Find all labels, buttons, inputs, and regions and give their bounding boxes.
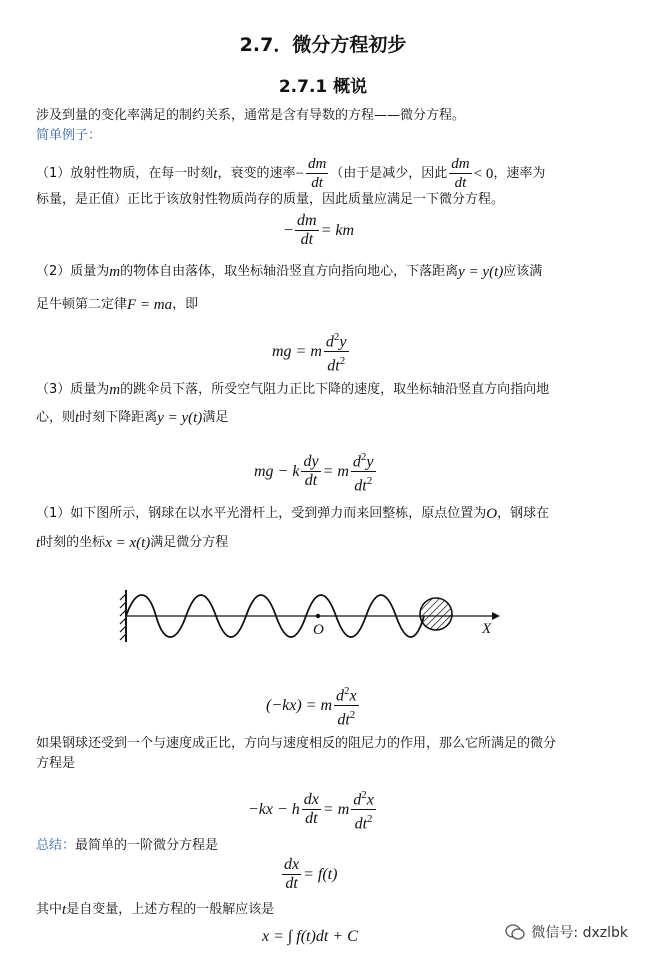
frac-num: dm — [297, 212, 317, 229]
frac-num: dx — [284, 856, 300, 873]
var-y: y — [366, 453, 374, 471]
summary-text: 最简单的一阶微分方程是 — [75, 838, 219, 853]
origin-symbol: O — [486, 506, 498, 522]
ex2-equation — [272, 328, 351, 376]
less-than-zero: < 0 — [473, 165, 494, 182]
var-x: x — [349, 687, 357, 705]
ex2-line1 — [36, 262, 542, 282]
summary-line2 — [36, 900, 274, 920]
frac-num: dy — [303, 453, 319, 471]
ex1-line2: 标量，是正值）正比于该放射性物质尚存的质量，因此质量应满足一下微分方程。 — [36, 192, 505, 207]
y-of-t: y = y(t) — [458, 264, 504, 280]
fraction-dy-dt — [301, 453, 320, 490]
axis-arrow — [492, 612, 500, 620]
y-of-t: y = y(t) — [157, 410, 203, 426]
eq-lhs: mg − k — [254, 462, 300, 480]
ex2-text-b2: ，即 — [172, 297, 199, 312]
intro-paragraph: 涉及到量的变化率满足的制约关系，通常是含有导数的方程——微分方程。 — [36, 108, 466, 123]
fraction-dx-dt — [302, 791, 321, 828]
damped-line2: 方程是 — [36, 756, 76, 771]
summary-text-a: 其中 — [36, 902, 63, 917]
d-symbol: d — [352, 453, 361, 471]
var-t: t — [75, 410, 80, 426]
ex2-line2 — [36, 295, 198, 315]
fraction-d2x-dt2 — [334, 682, 359, 730]
ex4-text-b: ，钢球在 — [497, 506, 550, 521]
ex2-text-a2: 足牛顿第二定律 — [36, 297, 128, 312]
wechat-icon — [505, 923, 525, 941]
var-y: y — [339, 333, 347, 351]
fraction-dm-dt — [306, 155, 328, 192]
x-of-t: x = x(t) — [105, 535, 151, 551]
fraction-d2x-dt2 — [351, 786, 376, 834]
origin-label: O — [313, 622, 324, 638]
frac-den: dt — [300, 231, 314, 248]
ex4-text-a2: 时刻的坐标 — [40, 535, 106, 550]
ex4-text-a: （1）如下图所示，钢球在以水平光滑杆上，受到弹力而来回整栋，原点位置为 — [36, 506, 487, 521]
eq-lhs: (−kx) = m — [266, 696, 333, 714]
eq-rhs: = km — [320, 221, 355, 239]
ex1-equation — [284, 212, 354, 249]
origin-dot — [316, 614, 320, 618]
dt-symbol: dt — [327, 357, 340, 375]
ex2-text-c: 应该满 — [503, 264, 543, 279]
summary-text-b: 是自变量，上述方程的一般解应该是 — [66, 902, 275, 917]
var-t: t — [213, 165, 218, 182]
summary-line — [36, 836, 218, 856]
eq-mid: = m — [322, 462, 349, 480]
ex3-text-b2: 时刻下降距离 — [79, 410, 158, 425]
ex4-equation — [266, 682, 361, 730]
ex3-text-c2: 满足 — [202, 410, 229, 425]
eq-lhs: −kx − h — [248, 800, 300, 818]
damped-line1: 如果钢球还受到一个与速度成正比，方向与速度相反的阻尼力的作用，那么它所满足的微分 — [36, 736, 557, 751]
ex3-line2 — [36, 408, 228, 428]
wall — [120, 590, 126, 642]
eq-lhs: mg = m — [272, 342, 322, 360]
ex1-text-d: ，速率为 — [493, 165, 546, 181]
ex1-text-b: ，衰变的速率 — [217, 165, 296, 181]
axis-label: X — [482, 621, 492, 637]
frac-num: $d^2y$ — [324, 328, 349, 352]
watermark-text: 微信号: dxzlbk — [531, 925, 628, 941]
dt-symbol: dt — [354, 477, 367, 495]
fraction-d2y-dt2 — [324, 328, 349, 376]
ex4-text-b2: 满足微分方程 — [150, 535, 229, 550]
examples-heading: 简单例子： — [36, 128, 102, 143]
damped-equation — [248, 786, 378, 834]
frac-den: dt — [311, 175, 323, 191]
newton-law: F = ma — [127, 297, 173, 313]
var-x: x — [366, 791, 374, 809]
fraction-dx-dt — [282, 856, 301, 893]
d-symbol: d — [353, 791, 362, 809]
frac-num: dm — [451, 156, 470, 172]
var-m: m — [109, 264, 121, 280]
ex1-text-c: （由于是减少，因此 — [330, 165, 448, 181]
minus-sign: − — [295, 165, 304, 182]
frac-den: dt — [454, 175, 467, 191]
dt-symbol: dt — [354, 815, 368, 833]
frac-den: $dt^2$ — [354, 475, 373, 495]
ex1-line1 — [36, 155, 545, 192]
var-t: t — [62, 902, 67, 918]
d-symbol: d — [336, 687, 345, 705]
frac-den: dt — [285, 875, 298, 892]
ex1-text-a: （1）放射性物质，在每一时刻 — [36, 165, 214, 181]
summary-label: 总结： — [36, 838, 76, 853]
frac-num: $d^2y$ — [351, 448, 376, 472]
ex2-text-b: 的物体自由落体，取坐标轴沿竖直方向指向地心，下落距离 — [120, 264, 459, 279]
ex2-text-a: （2）质量为 — [36, 264, 110, 279]
subsection-title: 2.7.1 概说 — [278, 77, 368, 97]
var-t: t — [36, 535, 41, 551]
minus-sign: − — [284, 221, 294, 239]
spring-ball-figure — [118, 580, 508, 650]
ex3-text-b: 的跳伞员下落，所受空气阻力正比下降的速度，取坐标轴沿竖直方向指向地 — [120, 382, 550, 397]
frac-den: dt — [305, 810, 318, 828]
ex4-line1 — [36, 504, 549, 524]
ex3-text-a2: 心，则 — [36, 410, 76, 425]
var-m: m — [109, 382, 121, 398]
d-symbol: d — [325, 333, 334, 351]
eq-mid: = m — [322, 800, 350, 818]
fraction-dm-dt — [295, 212, 319, 249]
frac-num: $d^2x$ — [334, 682, 359, 706]
fraction-d2y-dt2 — [351, 448, 376, 496]
section-title: 2.7．微分方程初步 — [239, 34, 407, 56]
steel-ball — [420, 598, 452, 630]
frac-den: dt — [304, 472, 318, 490]
dt-symbol: dt — [337, 711, 350, 729]
ex3-text-a: （3）质量为 — [36, 382, 110, 397]
frac-num: $d^2x$ — [351, 786, 376, 810]
ex3-equation — [254, 448, 378, 496]
fraction-dm-dt-2 — [449, 155, 471, 192]
frac-num: dx — [303, 791, 319, 809]
solution-equation: x = ∫ f(t)dt + C — [262, 928, 358, 945]
frac-den: $dt^2$ — [354, 813, 373, 833]
frac-den: $dt^2$ — [337, 709, 356, 729]
summary-equation — [280, 856, 337, 893]
frac-num: dm — [307, 156, 327, 172]
ex4-line2 — [36, 533, 228, 553]
frac-den: $dt^2$ — [327, 355, 346, 375]
eq-rhs: = f(t) — [303, 865, 338, 883]
ex3-line1 — [36, 380, 549, 400]
wechat-watermark — [505, 922, 628, 942]
